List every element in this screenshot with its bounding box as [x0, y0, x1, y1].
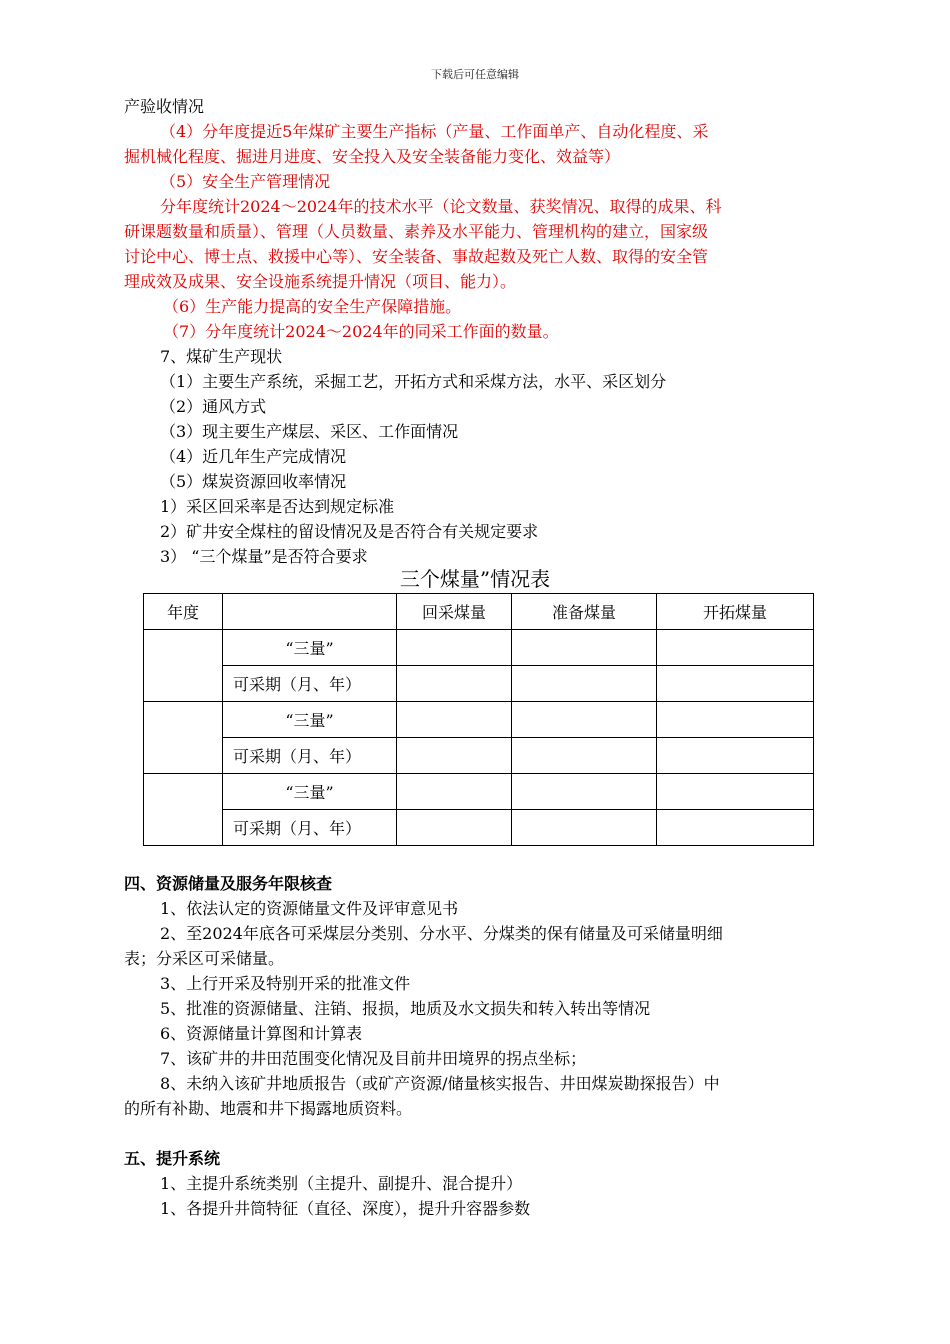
table-row	[144, 738, 814, 774]
data-cell	[397, 666, 512, 702]
data-cell	[512, 666, 657, 702]
table-row	[144, 774, 814, 810]
data-cell	[657, 630, 814, 666]
data-cell	[397, 738, 512, 774]
data-cell	[512, 810, 657, 846]
text-line: 5、批准的资源储量、注销、报损，地质及水文损失和转入转出等情况	[160, 999, 651, 1018]
header-prepared-coal: 准备煤量	[512, 594, 657, 630]
text-line: 的所有补勘、地震和井下揭露地质资料。	[124, 1099, 413, 1118]
text-line: 表；分采区可采储量。	[124, 949, 285, 968]
row-label-minable-period: 可采期（月、年）	[223, 738, 397, 774]
text-line: （1）主要生产系统，采掘工艺，开拓方式和采煤方法，水平、采区划分	[160, 372, 667, 391]
text-line: 研课题数量和质量）、管理（人员数量、素养及水平能力、管理机构的建立，国家级	[124, 222, 709, 241]
text-line: 2、至2024年底各可采煤层分类别、分水平、分煤类的保有储量及可采储量明细	[160, 924, 723, 943]
row-label-three-volumes: “三量”	[223, 774, 397, 810]
text-line: （6）生产能力提高的安全生产保障措施。	[163, 297, 462, 316]
row-label-three-volumes: “三量”	[223, 630, 397, 666]
text-line: 3） “三个煤量”是否符合要求	[160, 547, 368, 566]
data-cell	[657, 738, 814, 774]
data-cell	[512, 774, 657, 810]
row-label-three-volumes: “三量”	[223, 702, 397, 738]
row-label-minable-period: 可采期（月、年）	[223, 666, 397, 702]
data-cell	[657, 666, 814, 702]
text-line: 讨论中心、博士点、救援中心等）、安全装备、事故起数及死亡人数、取得的安全管	[124, 247, 709, 266]
text-line: 7、该矿井的井田范围变化情况及目前井田境界的拐点坐标；	[160, 1049, 587, 1068]
section-heading: 五、提升系统	[124, 1149, 221, 1168]
year-cell	[144, 630, 223, 702]
text-line: 8、未纳入该矿井地质报告（或矿产资源/储量核实报告、井田煤炭勘探报告）中	[160, 1074, 720, 1093]
coal-volume-table	[143, 593, 814, 846]
data-cell	[512, 630, 657, 666]
text-line: （2）通风方式	[160, 397, 267, 416]
data-cell	[512, 702, 657, 738]
section-heading: 四、资源储量及服务年限核查	[124, 874, 333, 893]
text-line: 1、各提升井筒特征（直径、深度），提升升容器参数	[160, 1199, 531, 1218]
text-line: 7、煤矿生产现状	[160, 347, 283, 366]
text-line: （5）安全生产管理情况	[160, 172, 331, 191]
text-line: 1、依法认定的资源储量文件及评审意见书	[160, 899, 459, 918]
data-cell	[657, 702, 814, 738]
data-cell	[397, 774, 512, 810]
text-line: 1）采区回采率是否达到规定标准	[160, 497, 395, 516]
data-cell	[397, 630, 512, 666]
text-line: （7）分年度统计2024～2024年的同采工作面的数量。	[163, 322, 559, 341]
header-recovery-coal: 回采煤量	[397, 594, 512, 630]
text-line: （4）分年度提近5年煤矿主要生产指标（产量、工作面单产、自动化程度、采	[160, 122, 709, 141]
data-cell	[657, 774, 814, 810]
table-row	[144, 702, 814, 738]
header-development-coal: 开拓煤量	[657, 594, 814, 630]
table-header-row	[144, 594, 814, 630]
text-line: 6、资源储量计算图和计算表	[160, 1024, 363, 1043]
data-cell	[657, 810, 814, 846]
text-line: （5）煤炭资源回收率情况	[160, 472, 347, 491]
text-line: 2）矿井安全煤柱的留设情况及是否符合有关规定要求	[160, 522, 539, 541]
table-title: 三个煤量”情况表	[399, 567, 551, 591]
data-cell	[397, 702, 512, 738]
year-cell	[144, 702, 223, 774]
text-line: 理成效及成果、安全设施系统提升情况（项目、能力）。	[124, 272, 517, 291]
data-cell	[512, 738, 657, 774]
text-line: （3）现主要生产煤层、采区、工作面情况	[160, 422, 459, 441]
text-line: 产验收情况	[124, 97, 205, 116]
header-year: 年度	[144, 594, 223, 630]
text-line: 掘机械化程度、掘进月进度、安全投入及安全装备能力变化、效益等）	[124, 147, 621, 166]
text-line: 1、主提升系统类别（主提升、副提升、混合提升）	[160, 1174, 523, 1193]
table-row	[144, 810, 814, 846]
table-row	[144, 666, 814, 702]
page-header-note: 下载后可任意编辑	[431, 68, 519, 81]
text-line: 分年度统计2024～2024年的技术水平（论文数量、获奖情况、取得的成果、科	[160, 197, 722, 216]
row-label-minable-period: 可采期（月、年）	[223, 810, 397, 846]
header-blank	[223, 594, 397, 630]
text-line: 3、上行开采及特别开采的批准文件	[160, 974, 411, 993]
data-cell	[397, 810, 512, 846]
table-row	[144, 630, 814, 666]
year-cell	[144, 774, 223, 846]
text-line: （4）近几年生产完成情况	[160, 447, 347, 466]
